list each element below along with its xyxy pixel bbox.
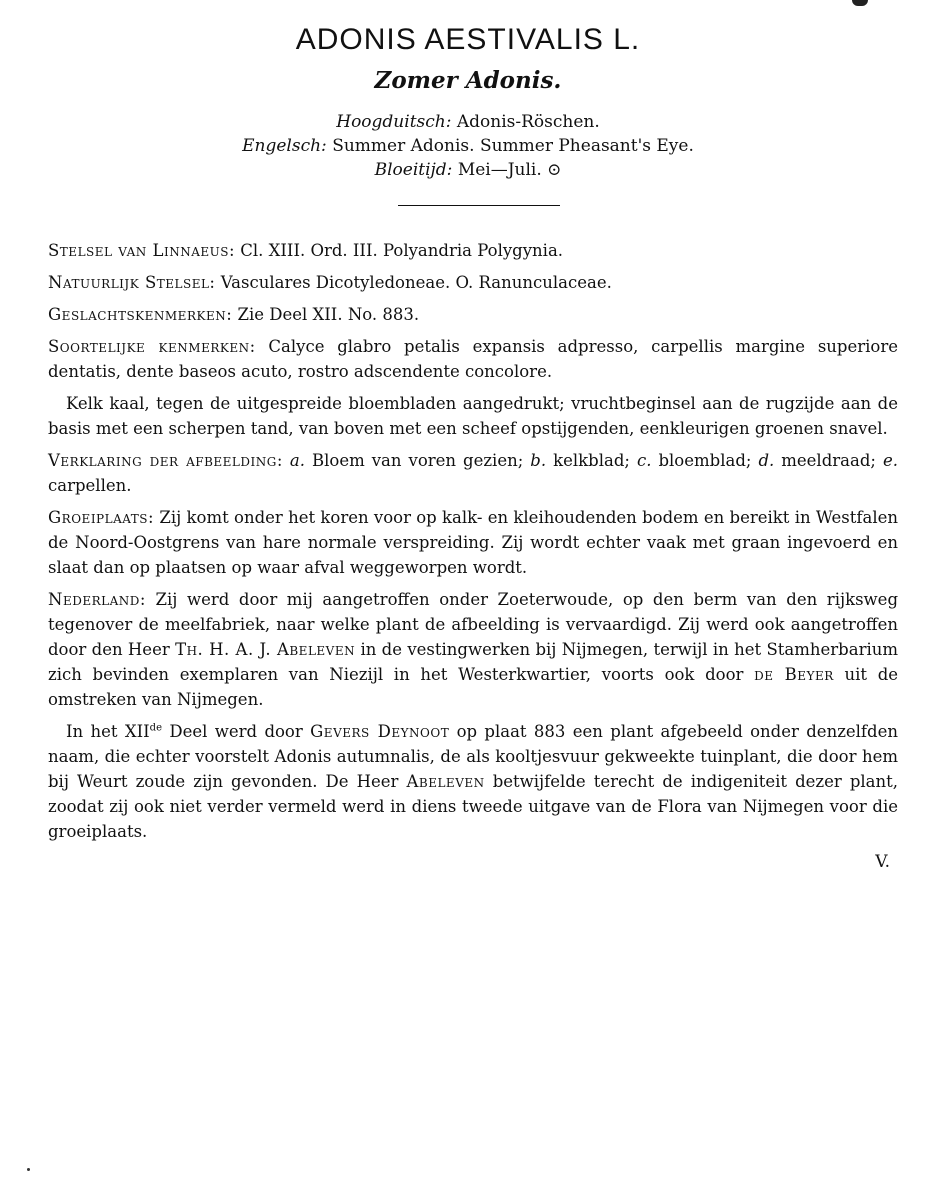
geslacht-label: Geslachtskenmerken:	[48, 305, 233, 324]
body-text	[48, 238, 898, 851]
verklaring-e-text: carpellen.	[48, 476, 132, 495]
verklaring-b-text: kelkblad;	[553, 451, 630, 470]
page-title: ADONIS AESTIVALIS L.	[295, 23, 641, 56]
deel-text-4: betwijfelde terecht de indigeniteit dezer plant, zoodat zij ook niet verder vermeld werd in diens tweede uitgave van de Flora van Nijmegen voor die groeiplaats.	[48, 772, 898, 841]
verklaring-c-text: bloemblad;	[658, 451, 752, 470]
soort-label: Soortelijke kenmerken:	[48, 337, 256, 356]
ink-blot	[852, 0, 868, 6]
paragraph-kelk: Kelk kaal, tegen de uitgespreide bloembladen aangedrukt; vruchtbeginsel aan de rugzijde aan de basis met een scherpen tand, van boven met een scheef opstijgenden, eenkleurigen groenen snavel.	[48, 394, 898, 438]
page-speck	[27, 1168, 30, 1171]
groeiplaats-label: Groeiplaats:	[48, 508, 155, 527]
nederland-text-3: uit de omstreken van Nijmegen.	[48, 665, 899, 709]
deel-name-1: Gevers Deynoot	[310, 722, 450, 741]
paragraph-geslacht	[48, 302, 898, 327]
common-names	[0, 110, 936, 182]
name-hoogduitsch	[0, 110, 936, 134]
author-signature: V.	[875, 852, 890, 872]
deel-text-1: In het XII	[66, 722, 150, 741]
verklaring-d-text: meeldraad;	[781, 451, 876, 470]
bloeitijd-value: Mei—Juli. ⊙	[457, 160, 562, 180]
natuurlijk-text: Vasculares Dicotyledoneae. O. Ranunculaceae.	[220, 273, 612, 292]
verklaring-c: c.	[636, 451, 652, 470]
hoogduitsch-label: Hoogduitsch:	[336, 112, 452, 132]
page-subtitle: Zomer Adonis.	[374, 67, 562, 94]
paragraph-linnaeus	[48, 238, 898, 263]
deel-text-3: op plaat 883 een plant afgebeeld onder denzelfden naam, die echter voorstelt Adonis autumnalis, de als kooltjesvuur gekweekte tuinplant, die door hem bij Weurt zoude zijn gevonden. De Heer	[48, 722, 898, 791]
divider-rule	[398, 205, 560, 206]
paragraph-soort	[48, 334, 898, 384]
bloeitijd-label: Bloeitijd:	[374, 160, 453, 180]
linnaeus-label: Stelsel van Linnaeus:	[48, 241, 236, 260]
hoogduitsch-value: Adonis-Röschen.	[456, 112, 600, 132]
soort-text: Calyce glabro petalis expansis adpresso, carpellis margine superiore dentatis, dente baseos acuto, rostro adscendente concolore.	[48, 337, 898, 381]
paragraph-verklaring	[48, 448, 898, 498]
verklaring-e: e.	[882, 451, 898, 470]
natuurlijk-label: Natuurlijk Stelsel:	[48, 273, 216, 292]
paragraph-natuurlijk	[48, 270, 898, 295]
nederland-name-1: Th. H. A. J. Abeleven	[175, 640, 356, 659]
geslacht-text: Zie Deel XII. No. 883.	[237, 305, 420, 324]
nederland-text-1: Zij werd door mij aangetroffen onder Zoeterwoude, op den berm van den rijksweg tegenover de meelfabriek, naar welke plant de afbeelding is vervaardigd. Zij werd ook aangetroffen door den Heer	[48, 590, 899, 659]
groeiplaats-text: Zij komt onder het koren voor op kalk- en kleihoudenden bodem en bereikt in Westfalen de Noord-Oostgrens van hare normale verspreiding. Zij wordt echter vaak met graan ingevoerd en slaat dan op plaatsen op waar afval weggeworpen wordt.	[48, 508, 898, 577]
verklaring-a-text: Bloem van voren gezien;	[311, 451, 524, 470]
nederland-name-2: de Beyer	[754, 665, 834, 684]
verklaring-b: b.	[530, 451, 547, 470]
name-bloeitijd	[0, 158, 936, 182]
engelsch-value: Summer Adonis. Summer Pheasant's Eye.	[332, 136, 694, 156]
deel-name-2: Abeleven	[406, 772, 485, 791]
paragraph-nederland	[48, 587, 898, 712]
verklaring-d: d.	[758, 451, 775, 470]
deel-sup: de	[149, 722, 162, 734]
nederland-label: Nederland:	[48, 590, 146, 609]
verklaring-label: Verklaring der afbeelding:	[48, 451, 283, 470]
paragraph-groeiplaats	[48, 505, 898, 580]
name-engelsch	[0, 134, 936, 158]
deel-text-2: Deel werd door	[169, 722, 303, 741]
verklaring-a: a.	[289, 451, 305, 470]
linnaeus-text: Cl. XIII. Ord. III. Polyandria Polygynia.	[240, 241, 564, 260]
nederland-text-2: in de vestingwerken bij Nijmegen, terwijl in het Stamherbarium zich bevinden exemplaren van Niezijl in het Westerkwartier, voorts ook door	[48, 640, 899, 684]
paragraph-deel	[48, 719, 898, 844]
engelsch-label: Engelsch:	[242, 136, 327, 156]
